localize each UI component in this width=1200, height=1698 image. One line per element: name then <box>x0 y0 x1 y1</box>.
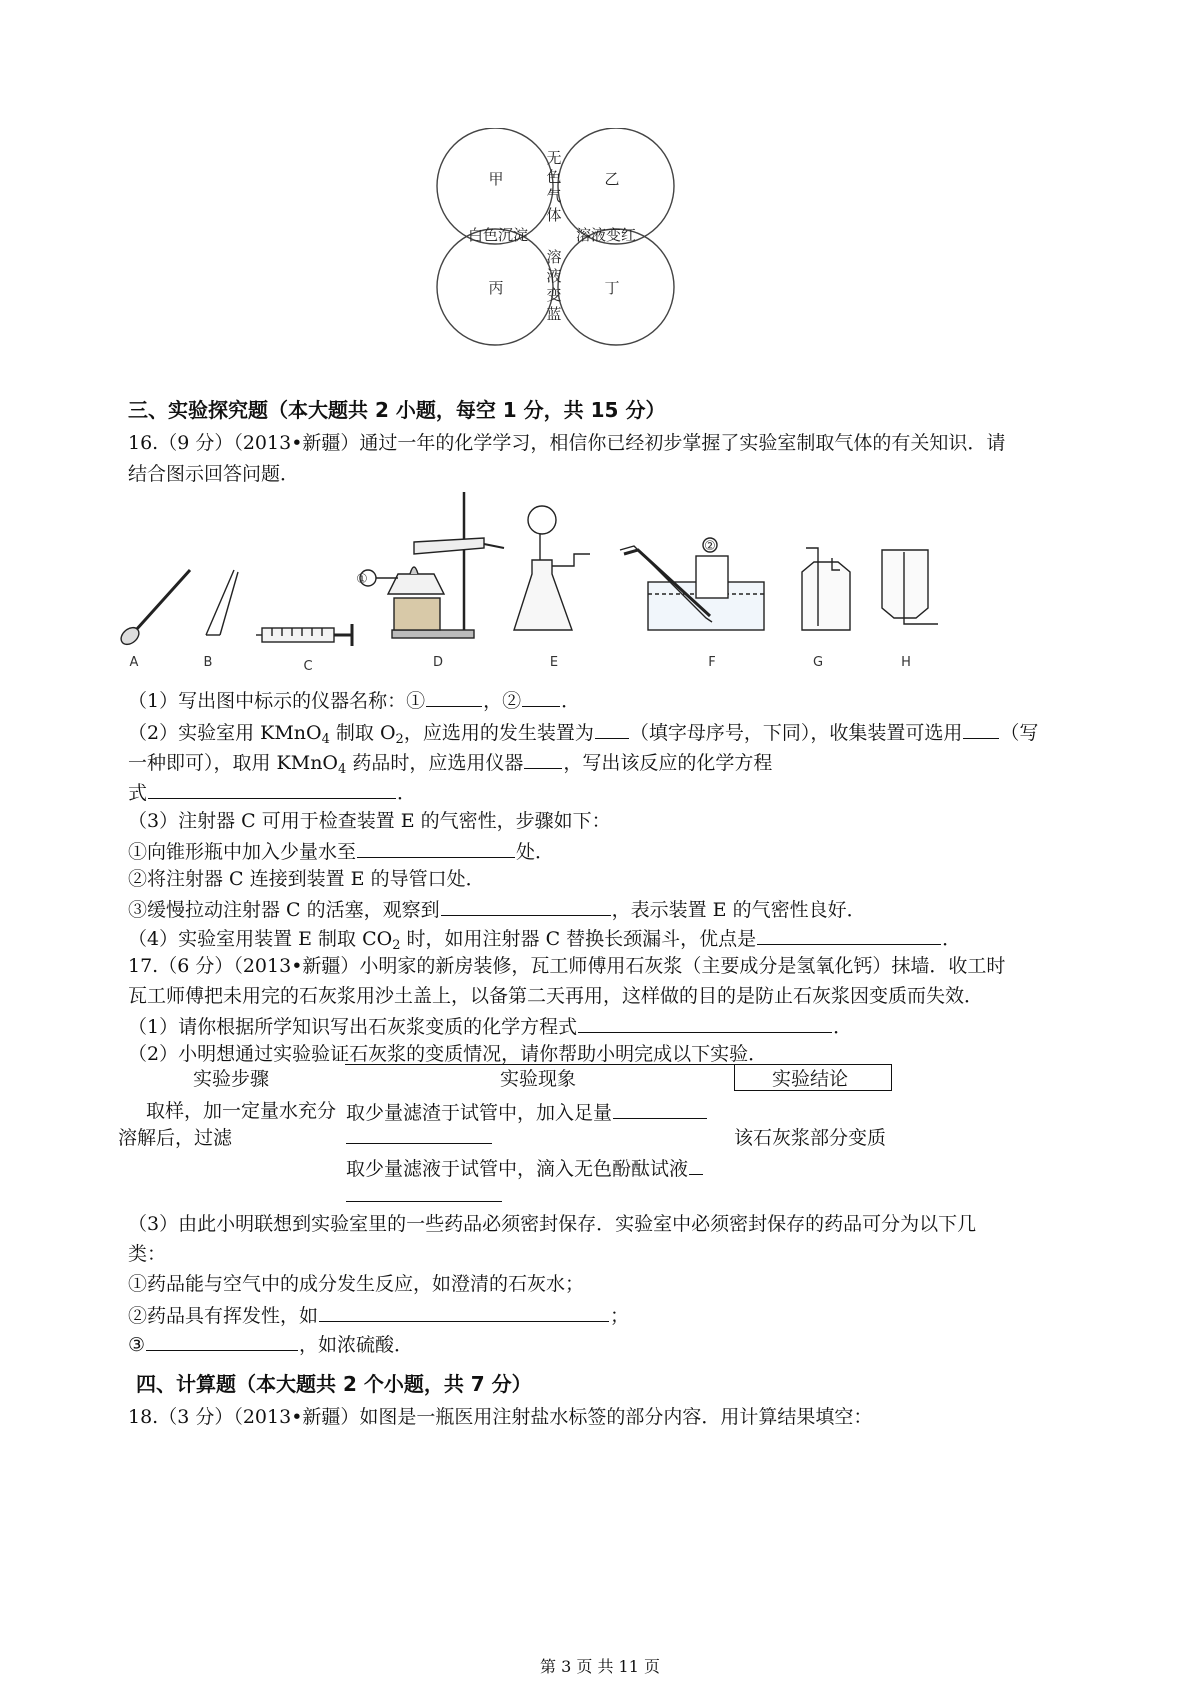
svg-text:变: 变 <box>546 286 562 304</box>
label-d: D <box>432 655 444 670</box>
table-observation-2: 取少量滤液于试管中，滴入无色酚酞试液 <box>346 1155 704 1181</box>
answer-blank[interactable] <box>524 749 562 769</box>
label-a: A <box>129 655 139 670</box>
venn-region-bing: 丙 <box>488 279 504 297</box>
table-header-observation: 实验现象 <box>500 1068 577 1090</box>
q16-part-2-line-2: 一种即可），取用 KMnO$_4$ 药品时，应选用仪器 ，写出该反应的化学方程 <box>128 749 772 782</box>
q17-part-3-line-1: （3）由此小明联想到实验室里的一些药品必须密封保存．实验室中必须密封保存的药品可分为以下几 <box>128 1213 977 1235</box>
answer-blank[interactable] <box>346 1201 502 1202</box>
q17-part-2: （2）小明想通过实验验证石灰浆的变质情况，请你帮助小明完成以下实验． <box>128 1043 768 1065</box>
table-header-conclusion: 实验结论 <box>772 1068 849 1090</box>
venn-region-yi: 乙 <box>604 170 620 188</box>
answer-blank[interactable] <box>357 838 515 858</box>
venn-diagram <box>430 128 692 350</box>
apparatus-e-conical-flask <box>514 506 590 630</box>
svg-text:无: 无 <box>546 149 562 167</box>
label-h: H <box>901 655 911 670</box>
q17-part-3-item-1: ①药品能与空气中的成分发生反应，如澄清的石灰水； <box>128 1273 585 1295</box>
apparatus-h-inverted-bottle <box>882 550 938 624</box>
answer-blank[interactable] <box>595 719 629 739</box>
answer-blank[interactable] <box>148 779 396 799</box>
svg-text:色: 色 <box>546 168 562 186</box>
answer-blank[interactable] <box>578 1013 832 1033</box>
marker-1: ① <box>356 572 368 587</box>
apparatus-a-spoon <box>118 570 190 648</box>
label-f: F <box>708 655 716 670</box>
answer-blank[interactable] <box>319 1302 609 1322</box>
q17-part-3-item-2: ②药品具有挥发性，如 ； <box>128 1302 629 1328</box>
svg-text:气: 气 <box>546 187 562 205</box>
q16-intro-2: 结合图示回答问题． <box>128 463 300 485</box>
answer-blank[interactable] <box>522 687 560 707</box>
svg-text:液: 液 <box>546 267 562 285</box>
venn-overlap-top <box>546 149 561 224</box>
q16-part-4: （4）实验室用装置 E 制取 $CO_2$ 时，如用注射器 C 替换长颈漏斗，优点是 ． <box>128 925 961 958</box>
q17-part-3-line-2: 类： <box>128 1243 167 1265</box>
table-observation-1: 取少量滤渣于试管中，加入足量 <box>346 1099 708 1125</box>
venn-region-ding: 丁 <box>604 279 620 297</box>
answer-blank[interactable] <box>346 1143 492 1144</box>
section-4-title: 四、计算题（本大题共 2 个小题，共 7 分） <box>136 1372 532 1396</box>
q16-part-3-step-1: ①向锥形瓶中加入少量水至 处． <box>128 838 554 864</box>
venn-overlap-right: 溶液变红 <box>575 226 637 244</box>
table-step-line-1: 取样，加一定量水充分 <box>146 1100 337 1122</box>
q18-intro: 18.（3 分）（2013•新疆）如图是一瓶医用注射盐水标签的部分内容．用计算结果填空： <box>128 1406 873 1428</box>
apparatus-b-tweezers <box>206 570 238 635</box>
venn-overlap-bottom <box>546 248 561 323</box>
section-3-title: 三、实验探究题（本大题共 2 小题，每空 1 分，共 15 分） <box>128 398 666 422</box>
q16-intro-1: 16.（9 分）（2013•新疆）通过一年的化学学习，相信你已经初步掌握了实验室制取气体的有关知识．请 <box>128 432 1006 454</box>
page-footer: 第 3 页 共 11 页 <box>540 1657 660 1676</box>
q16-part-2-line-3: 式 ． <box>128 779 416 805</box>
label-c: C <box>303 659 313 674</box>
q16-part-3-step-3: ③缓慢拉动注射器 C 的活塞，观察到 ，表示装置 E 的气密性良好． <box>128 896 866 922</box>
answer-blank[interactable] <box>757 925 941 945</box>
answer-blank[interactable] <box>441 896 611 916</box>
label-g: G <box>812 655 824 670</box>
q17-intro-2: 瓦工师傅把未用完的石灰浆用沙土盖上，以备第二天再用，这样做的目的是防止石灰浆因变质而失效． <box>128 985 984 1007</box>
answer-blank[interactable] <box>426 687 482 707</box>
answer-blank[interactable] <box>963 719 999 739</box>
venn-region-jia: 甲 <box>488 170 504 188</box>
apparatus-g-gas-bottle <box>802 548 850 630</box>
apparatus-d-heating-setup <box>360 492 504 638</box>
apparatus-c-syringe <box>256 624 352 646</box>
q17-intro-1: 17.（6 分）（2013•新疆）小明家的新房装修，瓦工师傅用石灰浆（主要成分是氢氧化钙）抹墙．收工时 <box>128 955 1006 977</box>
table-conclusion: 该石灰浆部分变质 <box>734 1127 887 1149</box>
svg-text:体: 体 <box>546 206 562 224</box>
venn-overlap-left: 白色沉淀 <box>467 226 529 244</box>
q16-part-2-line-1: （2）实验室用 KMnO$_4$ 制取 $O_2$，应选用的发生装置为 （填字母序号，下同），收集装置可选用 （写 <box>128 719 1038 752</box>
marker-2: ② <box>704 539 716 554</box>
answer-blank[interactable] <box>689 1155 703 1175</box>
table-header-steps: 实验步骤 <box>193 1068 270 1090</box>
svg-text:蓝: 蓝 <box>546 305 562 323</box>
q16-part-1: （1）写出图中标示的仪器名称：① ，② ． <box>128 687 580 713</box>
label-e: E <box>549 655 559 670</box>
q17-part-1: （1）请你根据所学知识写出石灰浆变质的化学方程式 ． <box>128 1013 852 1039</box>
q16-part-3-step-2: ②将注射器 C 连接到装置 E 的导管口处． <box>128 868 485 890</box>
table-step-line-2: 溶解后，过滤 <box>118 1127 233 1149</box>
svg-text:溶: 溶 <box>546 248 562 266</box>
q16-part-3-head: （3）注射器 C 可用于检查装置 E 的气密性，步骤如下： <box>128 810 611 832</box>
apparatus-f-water-trough <box>620 538 764 630</box>
q17-part-3-item-3: ③ ，如浓硫酸． <box>128 1331 413 1357</box>
label-b: B <box>203 655 213 670</box>
lab-apparatus-figure <box>112 490 952 680</box>
answer-blank[interactable] <box>613 1099 707 1119</box>
answer-blank[interactable] <box>146 1331 298 1351</box>
